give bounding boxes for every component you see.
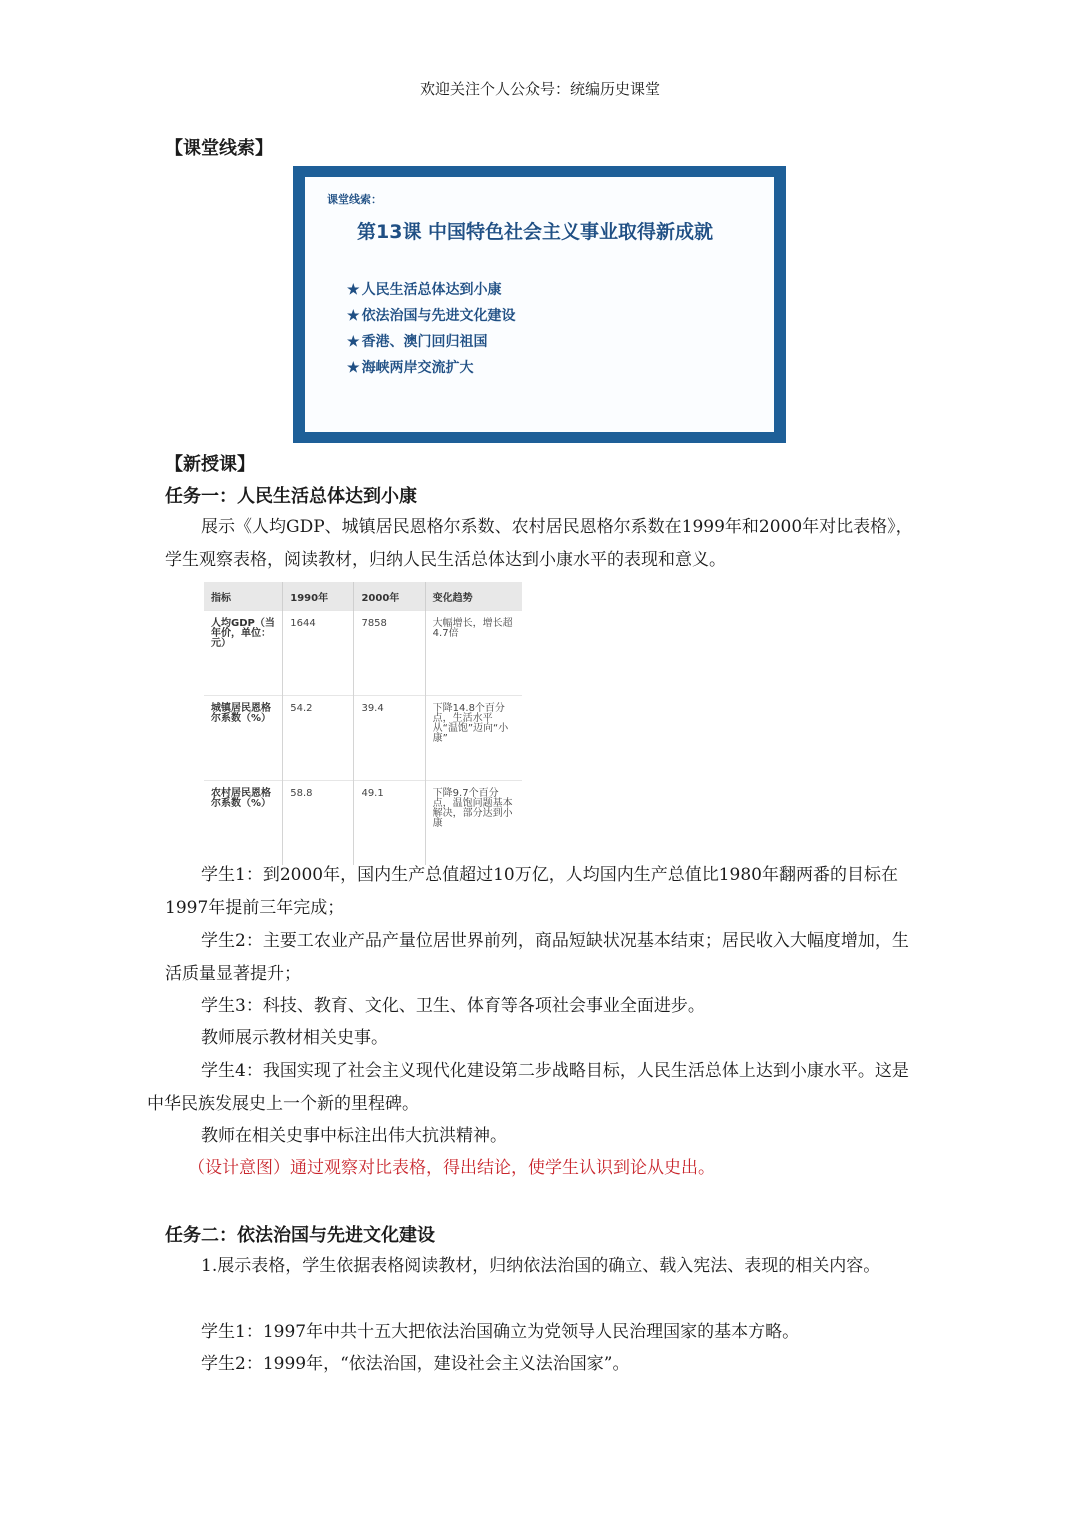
clue-item (347, 329, 516, 355)
clue-title: 第13课 中国特色社会主义事业取得新成就 (357, 221, 714, 243)
star-icon: ★ (347, 334, 360, 350)
table-header-cell: 1990年 (283, 582, 354, 611)
table-header-row (204, 582, 522, 611)
clue-item-text: 人民生活总体达到小康 (361, 282, 502, 298)
table-header-cell: 2000年 (354, 582, 425, 611)
table-row (204, 611, 522, 696)
task1-title: 任务一：人民生活总体达到小康 (165, 486, 417, 507)
clue-box (293, 166, 786, 443)
star-icon: ★ (347, 282, 360, 298)
gdp-comparison-table (204, 582, 522, 865)
clue-item (347, 355, 516, 381)
clue-item-text: 香港、澳门回归祖国 (361, 334, 488, 350)
table-cell-2000: 7858 (354, 611, 425, 696)
table-header-cell: 指标 (204, 582, 283, 611)
table-cell-1990: 54.2 (283, 696, 354, 781)
table-cell-trend: 下降14.8个百分点，生活水平从“温饱”迈向“小康” (425, 696, 522, 781)
page-header: 欢迎关注个人公众号：统编历史课堂 (419, 80, 660, 98)
clue-box-inner (305, 177, 774, 432)
table-cell-label: 城镇居民恩格尔系数（%） (204, 696, 283, 781)
table-cell-1990: 58.8 (283, 781, 354, 866)
task2-student2: 学生2：1999年，“依法治国，建设社会主义法治国家”。 (201, 1354, 630, 1374)
task2-point1: 1.展示表格，学生依据表格阅读教材，归纳依法治国的确立、载入宪法、表现的相关内容。 (201, 1256, 881, 1276)
clue-item-text: 依法治国与先进文化建设 (361, 308, 516, 324)
task1-student2: 学生2：主要工农业产品产量位居世界前列，商品短缺状况基本结束；居民收入大幅度增加，生活质量显著提升； (165, 931, 909, 984)
table-cell-label: 人均GDP（当年价，单位：元） (204, 611, 283, 696)
task1-intro: 展示《人均GDP、城镇居民恩格尔系数、农村居民恩格尔系数在1999年和2000年对比表格》，学生观察表格，阅读教材，归纳人民生活总体达到小康水平的表现和意义。 (165, 517, 913, 570)
table-row (204, 781, 522, 866)
table-cell-2000: 39.4 (354, 696, 425, 781)
table-row (204, 696, 522, 781)
task2-student1: 学生1：1997年中共十五大把依法治国确立为党领导人民治理国家的基本方略。 (201, 1322, 800, 1342)
table-header-cell: 变化趋势 (425, 582, 522, 611)
table-cell-2000: 49.1 (354, 781, 425, 866)
task1-teacher1: 教师展示教材相关史事。 (201, 1028, 388, 1048)
clue-item (347, 303, 516, 329)
table-cell-trend: 大幅增长，增长超4.7倍 (425, 611, 522, 696)
new-lesson-heading: 【新授课】 (165, 454, 255, 475)
star-icon: ★ (347, 360, 360, 376)
table-cell-label: 农村居民恩格尔系数（%） (204, 781, 283, 866)
table-cell-trend: 下降9.7个百分点，温饱问题基本解决，部分达到小康 (425, 781, 522, 866)
task1-teacher2: 教师在相关史事中标注出伟大抗洪精神。 (201, 1126, 507, 1146)
clue-list (347, 277, 516, 381)
task2-title: 任务二：依法治国与先进文化建设 (165, 1225, 435, 1246)
clue-label: 课堂线索： (327, 193, 382, 206)
task1-student1: 学生1：到2000年，国内生产总值超过10万亿，人均国内生产总值比1980年翻两番的目标在1997年提前三年完成； (165, 865, 898, 918)
table-cell-1990: 1644 (283, 611, 354, 696)
star-icon: ★ (347, 308, 360, 324)
task1-student4: 学生4：我国实现了社会主义现代化建设第二步战略目标，人民生活总体上达到小康水平。这是中华民族发展史上一个新的里程碑。 (147, 1061, 909, 1114)
task1-design-intent: （设计意图）通过观察对比表格，得出结论，使学生认识到论从史出。 (188, 1158, 715, 1178)
task1-student3: 学生3：科技、教育、文化、卫生、体育等各项社会事业全面进步。 (201, 996, 705, 1016)
clue-item-text: 海峡两岸交流扩大 (361, 360, 474, 376)
clue-item (347, 277, 516, 303)
clue-section-heading: 【课堂线索】 (165, 138, 273, 159)
